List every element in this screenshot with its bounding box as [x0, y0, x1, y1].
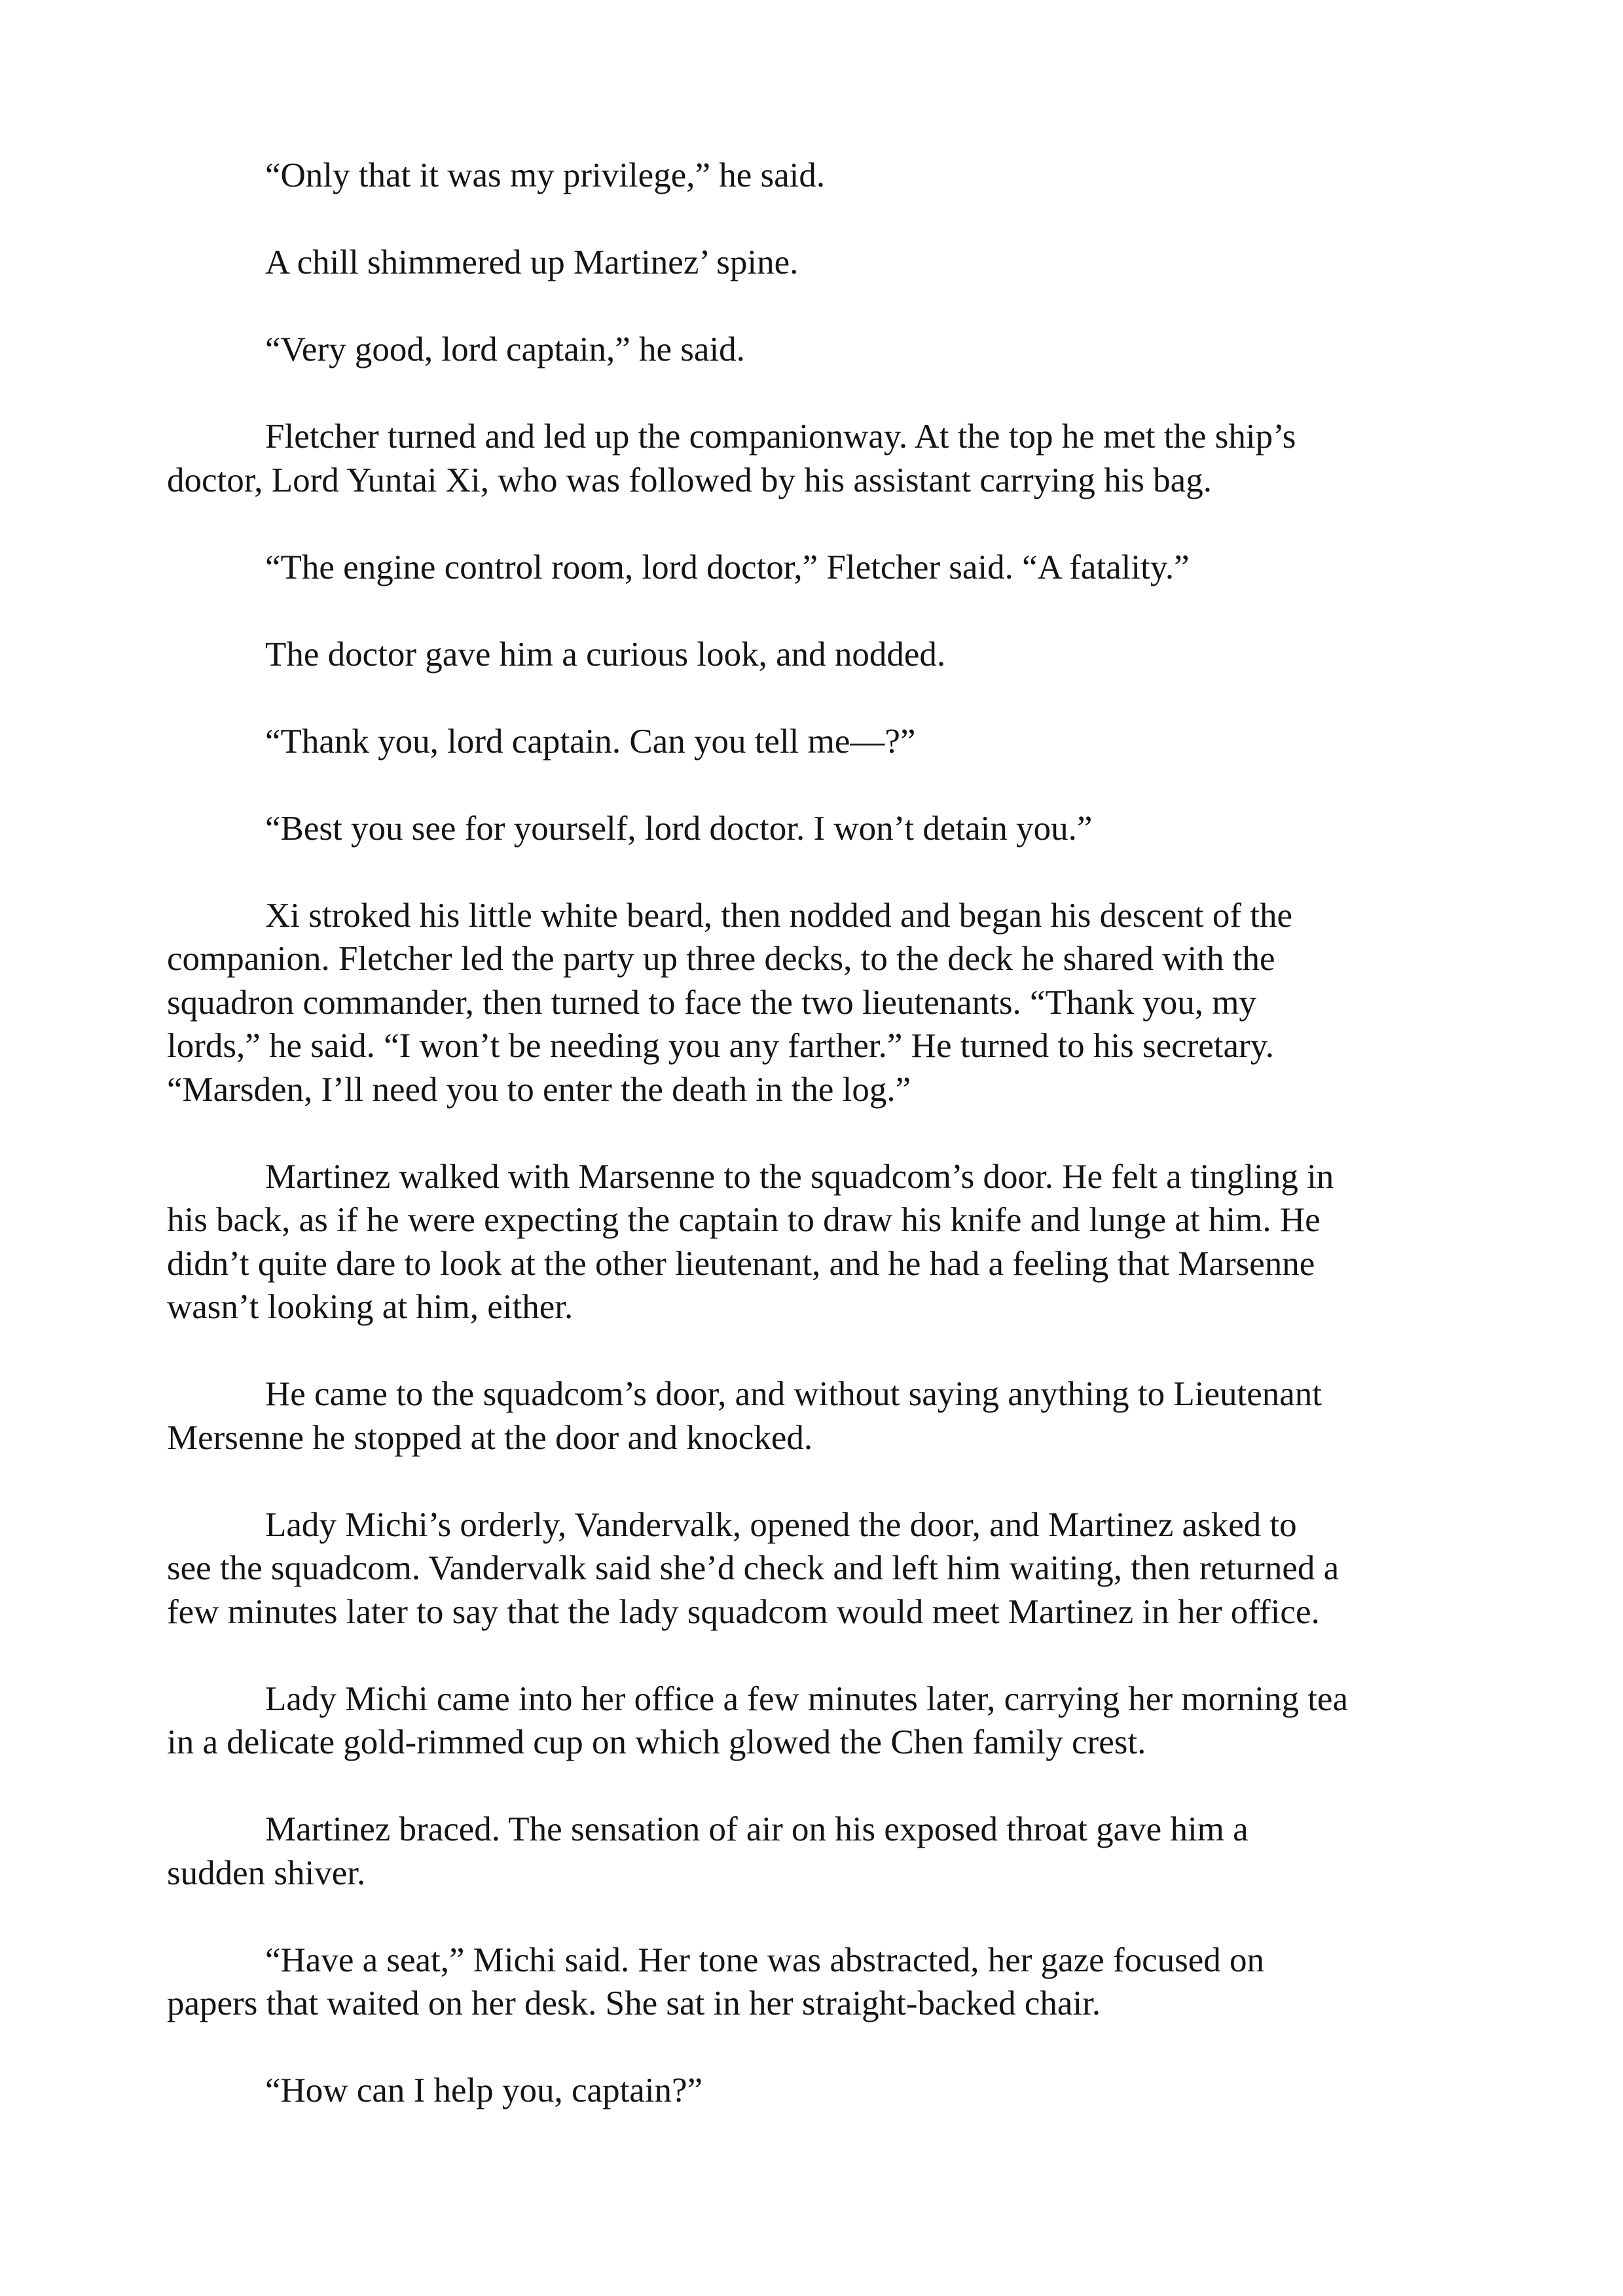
paragraph — [167, 241, 1470, 285]
text-line: squadron commander, then turned to face the two lieutenants. “Thank you, my — [167, 983, 1256, 1022]
paragraph — [167, 894, 1470, 1112]
text-line: “Best you see for yourself, lord doctor. I won’t detain you.” — [265, 809, 1093, 848]
paragraph — [167, 546, 1470, 590]
paragraph — [167, 154, 1470, 198]
paragraph — [167, 1155, 1470, 1329]
text-line: Martinez walked with Marsenne to the squadcom’s door. He felt a tingling in — [265, 1157, 1334, 1196]
paragraph — [167, 1503, 1470, 1634]
paragraph — [167, 415, 1470, 502]
text-line: papers that waited on her desk. She sat in her straight-backed chair. — [167, 1984, 1101, 2022]
paragraph — [167, 1808, 1470, 1895]
text-line: “Thank you, lord captain. Can you tell me—?” — [265, 722, 916, 761]
paragraph — [167, 328, 1470, 372]
paragraph — [167, 1939, 1470, 2026]
text-line: “How can I help you, captain?” — [265, 2072, 703, 2109]
paragraph — [167, 1677, 1470, 1765]
text-line: Lady Michi’s orderly, Vandervalk, opened the door, and Martinez asked to — [265, 1505, 1297, 1544]
text-line: Mersenne he stopped at the door and knocked. — [167, 1418, 813, 1457]
text-line: The doctor gave him a curious look, and nodded. — [265, 635, 946, 673]
text-line: doctor, Lord Yuntai Xi, who was followed by his assistant carrying his bag. — [167, 461, 1212, 499]
text-line: wasn’t looking at him, either. — [167, 1288, 574, 1326]
text-line: see the squadcom. Vandervalk said she’d check and left him waiting, then returned a — [167, 1549, 1340, 1587]
text-line: Martinez braced. The sensation of air on his exposed throat gave him a — [265, 1810, 1249, 1848]
text-line: “Very good, lord captain,” he said. — [265, 331, 745, 368]
text-line: didn’t quite dare to look at the other lieutenant, and he had a feeling that Marsenne — [167, 1244, 1315, 1283]
text-line: Lady Michi came into her office a few minutes later, carrying her morning tea — [265, 1679, 1348, 1718]
paragraph — [167, 633, 1470, 677]
text-line: Fletcher turned and led up the companionway. At the top he met the ship’s — [265, 418, 1296, 456]
text-line: “The engine control room, lord doctor,” Fletcher said. “A fatality.” — [265, 548, 1190, 586]
text-line: He came to the squadcom’s door, and without saying anything to Lieutenant — [265, 1375, 1322, 1413]
paragraph — [167, 1372, 1470, 1460]
text-line: “Have a seat,” Michi said. Her tone was abstracted, her gaze focused on — [265, 1941, 1265, 1979]
body-text — [167, 154, 1470, 2156]
paragraph — [167, 720, 1470, 764]
text-line: his back, as if he were expecting the captain to draw his knife and lunge at him. He — [167, 1201, 1321, 1239]
text-line: A chill shimmered up Martinez’ spine. — [265, 243, 799, 281]
text-line: “Only that it was my privilege,” he said. — [265, 156, 826, 194]
text-line: “Marsden, I’ll need you to enter the death in the log.” — [167, 1070, 911, 1109]
paragraph — [167, 2069, 1470, 2113]
text-line: companion. Fletcher led the party up three decks, to the deck he shared with the — [167, 940, 1275, 978]
text-line: sudden shiver. — [167, 1854, 366, 1892]
text-line: Xi stroked his little white beard, then nodded and began his descent of the — [265, 896, 1292, 935]
paragraph — [167, 807, 1470, 851]
text-line: lords,” he said. “I won’t be needing you any farther.” He turned to his secretary. — [167, 1027, 1275, 1065]
text-line: in a delicate gold-rimmed cup on which glowed the Chen family crest. — [167, 1723, 1146, 1761]
text-line: few minutes later to say that the lady squadcom would meet Martinez in her office. — [167, 1592, 1320, 1631]
